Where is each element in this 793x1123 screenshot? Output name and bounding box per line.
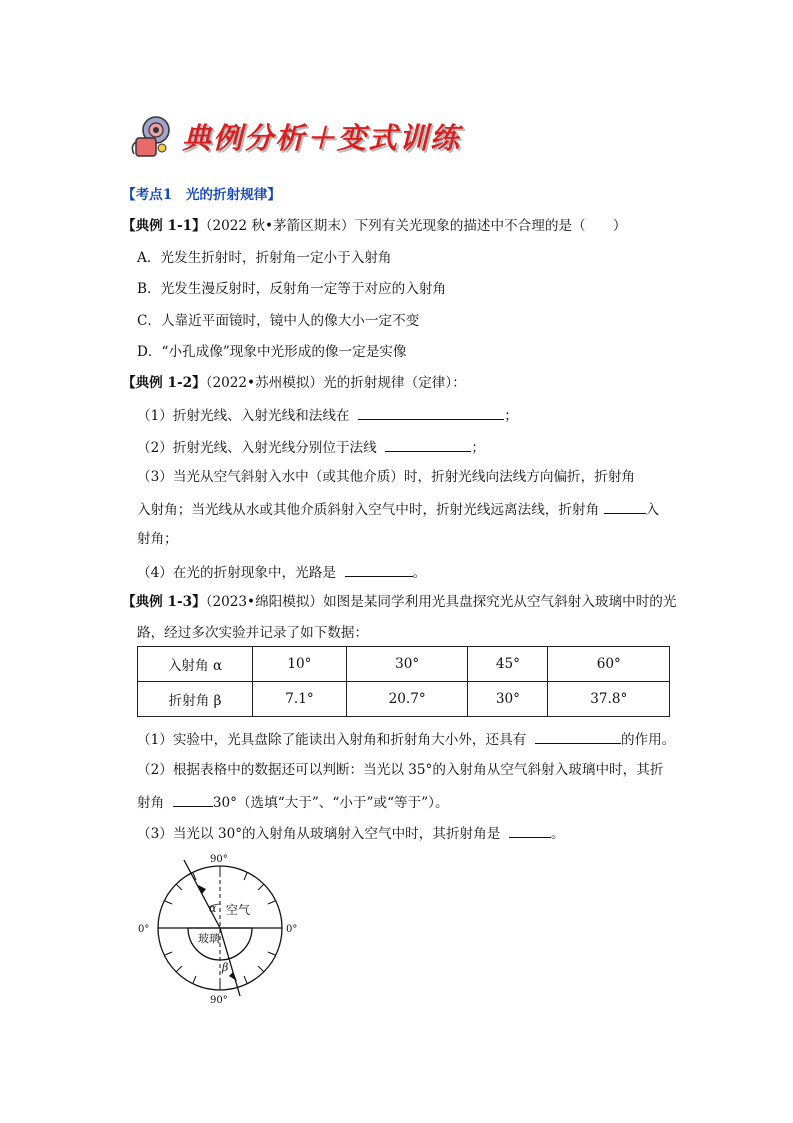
answer-blank[interactable]	[385, 437, 471, 452]
question-1-option-b: B．光发生漫反射时，反射角一定等于对应的入射角	[137, 281, 447, 297]
label-glass: 玻璃	[198, 932, 220, 945]
question-3-sub-2b: 射角 30°（选填“大于”、“小于”或“等于”）。	[137, 792, 449, 812]
question-3-stem	[122, 593, 677, 611]
answer-blank[interactable]	[604, 499, 646, 514]
row-header: 折射角 β	[138, 682, 253, 717]
table-cell: 30°	[346, 647, 468, 682]
question-1-text: 下列有关光现象的描述中不合理的是（ ）	[354, 218, 627, 234]
table-cell: 20.7°	[346, 682, 468, 717]
question-3-sub-2a: （2）根据表格中的数据还可以判断：当光以 35°的入射角从空气斜射入玻璃中时，其折	[137, 762, 664, 778]
answer-blank[interactable]	[173, 792, 213, 807]
label-beta: β	[222, 961, 229, 974]
question-2-stem	[122, 374, 466, 392]
table-cell: 7.1°	[253, 682, 347, 717]
label-bottom-90: 90°	[210, 995, 228, 1006]
section-banner	[126, 108, 466, 160]
optical-disk-diagram	[136, 848, 306, 1008]
question-2-label: 【典例 1-2】	[122, 375, 206, 391]
question-3-label: 【典例 1-3】	[122, 594, 206, 610]
question-1-option-d: D．“小孔成像”现象中光形成的像一定是实像	[137, 344, 407, 360]
question-2-item-4: （4）在光的折射现象中，光路是 。	[137, 562, 426, 582]
question-3-source: （2023•绵阳模拟）	[205, 594, 324, 610]
question-2-item-2: （2）折射光线、入射光线分别位于法线 ；	[137, 437, 485, 457]
section-tag: 【考点1 光的折射规律】	[122, 187, 281, 203]
question-1-source: （2022 秋•茅箭区期末）	[205, 218, 355, 234]
label-air: 空气	[226, 903, 251, 917]
mascot-icon	[126, 112, 174, 160]
banner-title: 典例分析＋变式训练	[182, 121, 462, 155]
question-1-option-c: C．人靠近平面镜时，镜中人的像大小一定不变	[137, 313, 420, 329]
question-3-text: 如图是某同学利用光具盘探究光从空气斜射入玻璃中时的光	[323, 594, 677, 610]
question-3-sub-3: （3）当光以 30°的入射角从玻璃射入空气中时，其折射角是 。	[137, 823, 565, 843]
data-table	[137, 646, 670, 717]
question-1-label: 【典例 1-1】	[122, 218, 206, 234]
question-2-item-3a: （3）当光从空气斜射入水中（或其他介质）时，折射光线向法线方向偏折，折射角	[137, 469, 636, 485]
label-alpha: α	[209, 902, 217, 915]
question-1-stem	[122, 217, 626, 235]
label-top-90: 90°	[210, 854, 228, 865]
table-cell: 37.8°	[548, 682, 670, 717]
label-right-0: 0°	[286, 924, 298, 935]
table-row	[138, 647, 670, 682]
answer-blank[interactable]	[345, 562, 413, 577]
question-1-option-a: A．光发生折射时，折射角一定小于入射角	[137, 250, 392, 266]
answer-blank[interactable]	[535, 729, 621, 744]
question-2-text: 光的折射规律（定律）：	[323, 375, 466, 391]
question-2-item-1: （1）折射光线、入射光线和法线在 ；	[137, 405, 518, 425]
question-2-item-3b: 入射角；当光线从水或其他介质斜射入空气中时，折射光线远离法线，折射角 入	[137, 499, 659, 519]
table-cell: 30°	[468, 682, 548, 717]
row-header: 入射角 α	[138, 647, 253, 682]
table-cell: 45°	[468, 647, 548, 682]
table-cell: 60°	[548, 647, 670, 682]
question-2-source: （2022•苏州模拟）	[205, 375, 324, 391]
table-row	[138, 682, 670, 717]
answer-blank[interactable]	[358, 405, 504, 420]
table-cell: 10°	[253, 647, 347, 682]
label-left-0: 0°	[138, 924, 150, 935]
answer-blank[interactable]	[509, 823, 551, 838]
question-3-sub-1: （1）实验中，光具盘除了能读出入射角和折射角大小外，还具有 的作用。	[137, 729, 675, 749]
question-2-item-3c: 射角；	[137, 531, 178, 547]
question-3-stem-cont: 路，经过多次实验并记录了如下数据：	[137, 625, 369, 641]
